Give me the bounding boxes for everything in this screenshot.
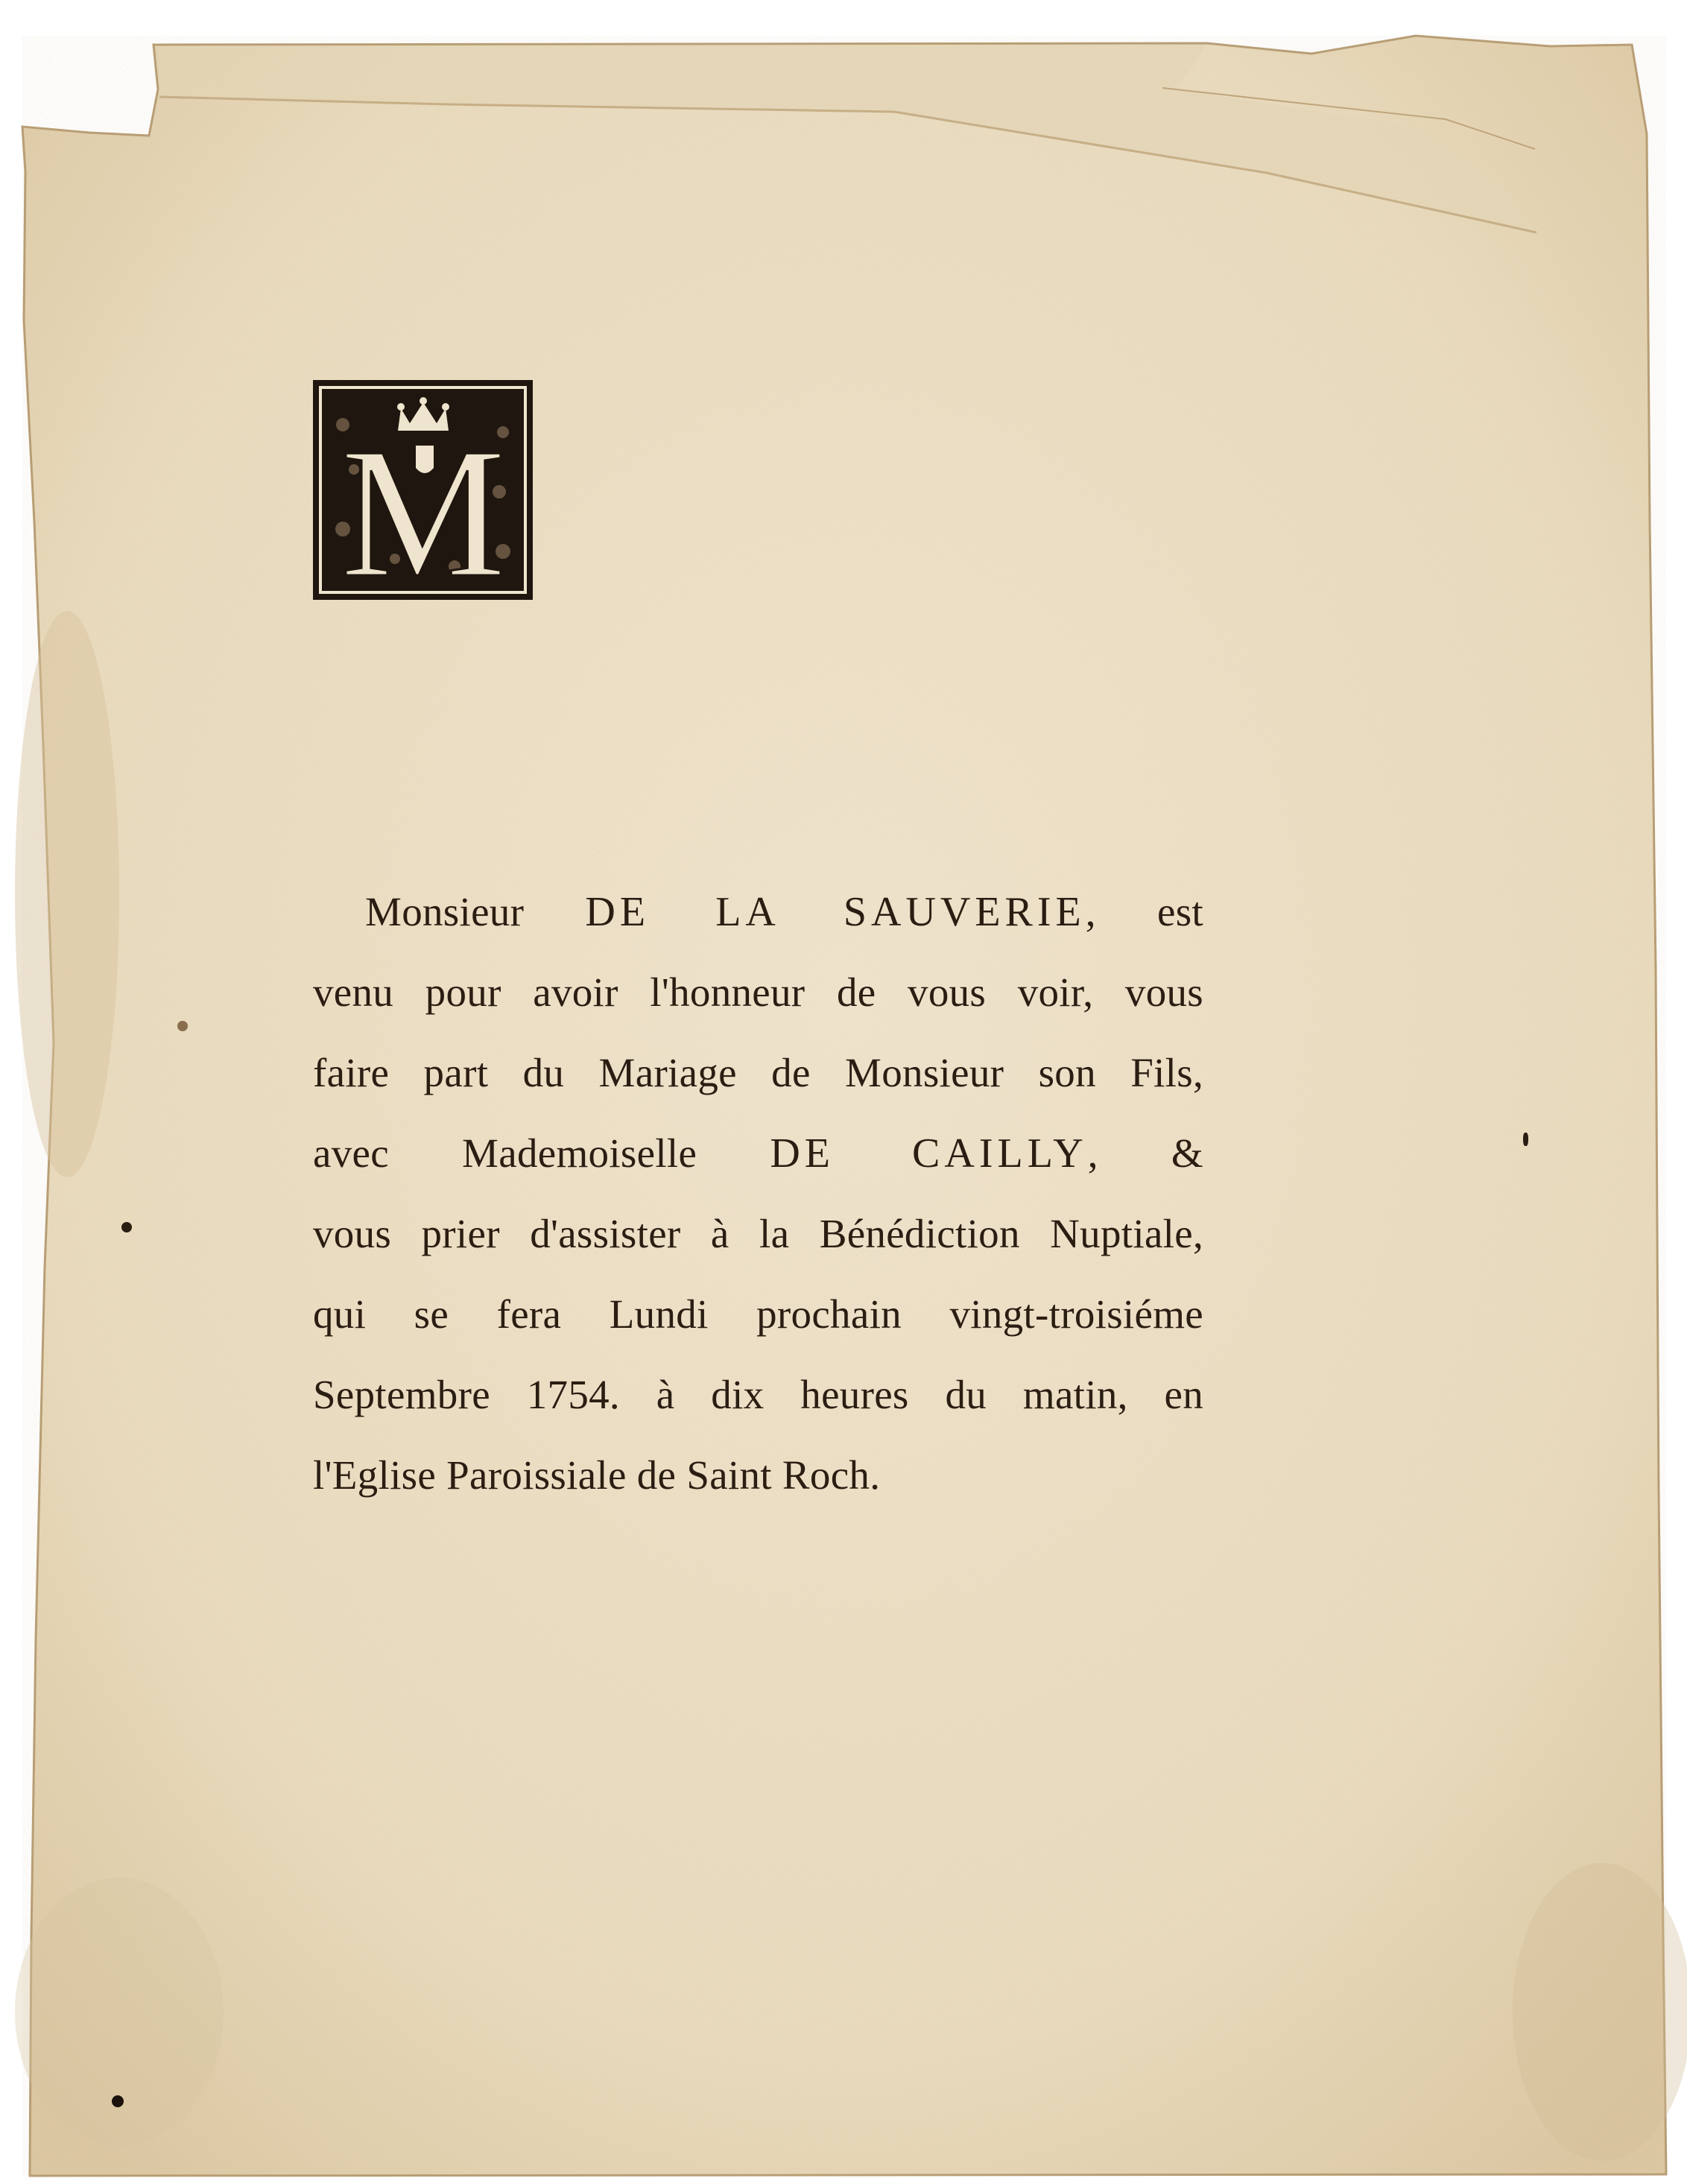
line4-before: avec Mademoiselle bbox=[313, 1130, 770, 1176]
invitation-paragraph bbox=[313, 872, 1203, 1516]
ink-spot-icon bbox=[112, 2095, 124, 2107]
ink-spot-icon bbox=[121, 1222, 132, 1232]
line1-before: Monsieur bbox=[365, 889, 586, 934]
paragraph-line-2: venu pour avoir l'honneur de vous voir, vous bbox=[313, 969, 1203, 1015]
woodcut-initial-m-icon bbox=[313, 380, 533, 600]
line4-after: , & bbox=[1087, 1130, 1203, 1176]
paragraph-line-6: qui se fera Lundi prochain vingt-troisiéme bbox=[313, 1291, 1203, 1337]
ink-mark-icon bbox=[1523, 1133, 1528, 1146]
name-de-cailly: DE CAILLY bbox=[770, 1130, 1088, 1177]
paragraph-line-1 bbox=[313, 872, 1203, 952]
paragraph-line-5: vous prier d'assister à la Bénédiction Nuptiale, bbox=[313, 1211, 1203, 1256]
paragraph-line-3: faire part du Mariage de Monsieur son Fils, bbox=[313, 1050, 1203, 1095]
ornamental-initial-block bbox=[313, 380, 533, 600]
ink-spot-icon bbox=[177, 1021, 188, 1031]
paragraph-line-7: Septembre 1754. à dix heures du matin, en bbox=[313, 1372, 1203, 1417]
initial-letter: M bbox=[340, 410, 507, 600]
paragraph-line-8: l'Eglise Paroissiale de Saint Roch. bbox=[313, 1452, 881, 1498]
line1-after: , est bbox=[1085, 889, 1203, 934]
name-de-la-sauverie: DE LA SAUVERIE bbox=[585, 889, 1086, 935]
paragraph-line-4 bbox=[313, 1113, 1203, 1194]
